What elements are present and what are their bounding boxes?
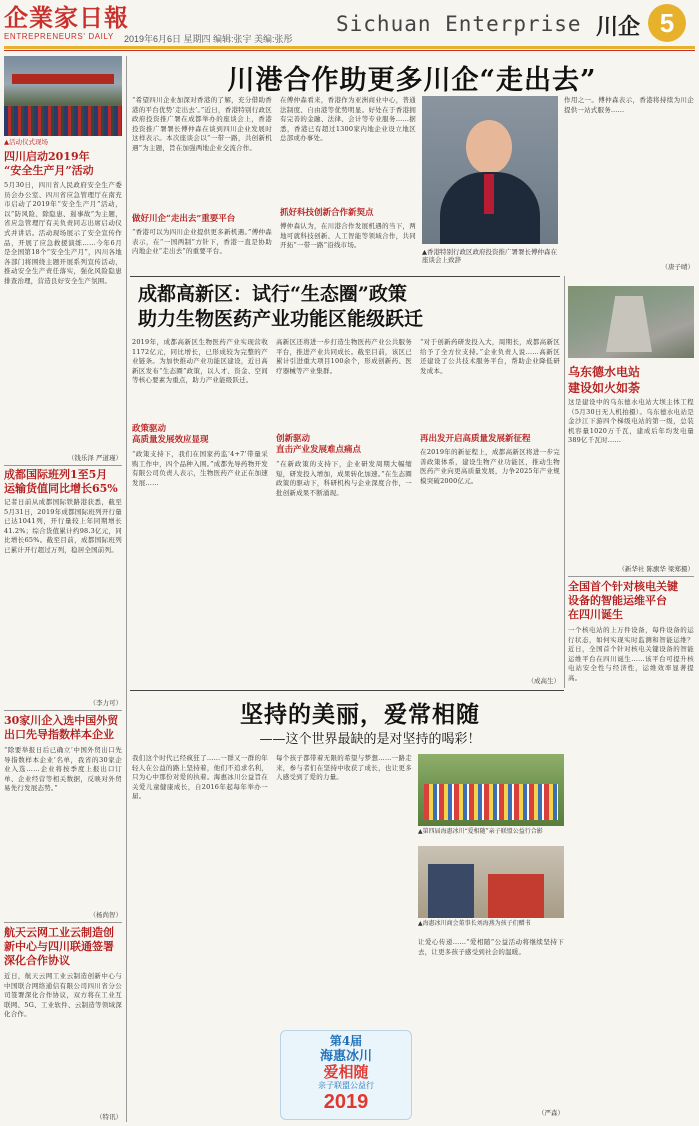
article-title: 四川启动2019年 “安全生产月”活动 <box>4 150 94 177</box>
dam-photo <box>568 286 694 358</box>
badge-sub: 亲子联盟公益行 <box>318 1081 374 1090</box>
headline: 坚持的美丽，爱常相随 <box>240 701 480 728</box>
article-body: “除要举报日后已确立‘中国外贸出口先导指数样本企业’名单，我省的30家企业入选……企业将按季度上报出口订单、企业经营等相关数据，反映对外贸易先行发展态势。” <box>4 746 122 793</box>
article-body: 记者日前从成都国际铁路港获悉，截至5月31日，2019年成都国际班列开行量已达1041列，开行量较上年同期增长41.2%；综合货值累计约98.3亿元，同比增长65%。截至目前，成都国际班列已累计开行超过万列，稳居全国前列。 <box>4 498 122 554</box>
header-rule-thin <box>4 50 695 51</box>
divider <box>4 710 122 711</box>
column-spacer <box>564 690 565 1120</box>
subheading: 做好川企“走出去”重要平台 <box>132 214 236 224</box>
newspaper-logo-en: ENTREPRENEURS' DAILY <box>4 32 114 41</box>
divider <box>4 922 122 923</box>
photo-caption: ▲海惠冰川商会董事长刘海燕为孩子们赠书 <box>418 920 531 927</box>
dam-structure <box>606 296 652 352</box>
event-photo <box>4 56 122 136</box>
subheading: 再出发开启高质量发展新征程 <box>420 434 531 444</box>
badge-edition: 第4届 <box>329 1034 363 1048</box>
speaker-photo <box>422 96 558 244</box>
newspaper-logo: 企業家日報 <box>4 3 129 32</box>
person-figure <box>428 864 474 918</box>
article-body: 我们这个时代已经疯狂了……一群又一群的年轻人在公益的路上坚持着，他们不追求名利，只为心中那份对爱的执着。海惠冰川公益旨在关爱儿童健康成长，自2016年起每年举办一届。 <box>132 754 268 801</box>
event-banner <box>12 74 114 84</box>
article-author: （新华社 陈旗华 梁郑摄） <box>618 565 694 573</box>
badge-slogan: 爱相随 <box>323 1063 369 1081</box>
article-body: 傅仲森认为，在川港合作发展机遇的当下，两地可就科技创新、人工智能等领域合作，共同开拓“一带一路”沿线市场。 <box>280 222 416 250</box>
article-body: “希望四川企业加深对香港的了解，充分借助香港的平台优势‘走出去’。”近日，香港特别行政区政府投资推广署在成都举办的座谈会上，香港投资推广署署长傅仲森在谈到四川企业发展时这样表示。本次座谈会以“一带一路，共创新机遇”为主题，旨在加强两地企业交流合作。 <box>132 96 272 152</box>
badge-brand: 海惠冰川 <box>319 1049 372 1064</box>
article-title: 全国首个针对核电关键 设备的智能运维平台 在四川诞生 <box>568 580 678 621</box>
article-body: 2019年，成都高新区生物医药产业实现营收1172亿元，同比增长，已形成较为完整的产业链条。为加快推动产业功能区建设，近日高新区发布“生态圈”政策，以人才、资金、空间等核心要素为重点，助力产业能级跃迁。 <box>132 338 268 385</box>
divider <box>130 276 560 277</box>
header-rule <box>4 46 695 49</box>
divider <box>568 576 694 577</box>
photo-caption: ▲第四届海惠冰川“爱相随”亲子联盟公益行合影 <box>418 828 543 835</box>
charity-badge <box>280 1030 412 1120</box>
group-people <box>424 784 558 820</box>
divider <box>130 690 564 691</box>
article-body: 一个核电站的上万件设备，每件设备的运行状态，如何实现实时监测和智能运维？近日，全国首个针对核电关键设备的智能运维平台在四川诞生……该平台可提升核电站安全性与经济性，运维效率显著提高。 <box>568 626 694 682</box>
article-author: （唐子晴） <box>661 263 694 271</box>
book-photo <box>418 846 564 918</box>
article-author: （钱乐泽 严道瑾） <box>67 454 122 462</box>
article-body: “对于创新药研发投入大，周期长，成都高新区给予了全方位支持。”企业负责人说……高新区还建设了公共技术服务平台，帮助企业降低研发成本。 <box>420 338 560 375</box>
photo-caption: ▲香港特别行政区政府投资推广署署长傅仲森在座谈会上致辞 <box>422 248 557 264</box>
photo-caption: ▲活动仪式现场 <box>4 138 48 146</box>
article-author: （杨尚智） <box>89 911 122 919</box>
article-body: 高新区还将进一步打造生物医药产业公共服务平台，推进产业共同成长。截至目前，该区已累计引进重大项目100余个，形成创新药、医疗器械等产业集群。 <box>276 338 412 375</box>
speaker-face <box>466 120 512 174</box>
article-body: 作用之一。傅仲森表示，香港将持续为川企提供一站式服务…… <box>564 96 694 114</box>
masthead <box>4 3 129 44</box>
group-photo <box>418 754 564 826</box>
article-title: 30家川企入选中国外贸 出口先导指数样本企业 <box>4 714 119 741</box>
headline: 成都高新区：试行“生态圈”政策 助力生物医药产业功能区能级跃迁 <box>138 283 424 330</box>
dateline: 2019年6月6日 星期四 编辑:张宇 美编:张彤 <box>124 34 293 44</box>
article-body: “政策支持下，我们在国家药监‘4+7’带量采购工作中，四个品种入围。”成都先导药物开发有限公司负责人表示，生物医药产业正在加速发展…… <box>132 450 268 487</box>
article-author: （李力可） <box>89 699 122 707</box>
column-divider <box>126 56 127 1122</box>
subheading: 抓好科技创新合作新契点 <box>280 208 374 218</box>
article-author: （特讯） <box>96 1113 122 1121</box>
article-title: 乌东德水电站 建设如火如荼 <box>568 365 641 395</box>
article-body: “在新政策的支持下，企业研发周期大幅缩短，研发投入增加，成果转化加速。”在生态圈政策的驱动下，科研机构与企业深度合作，一批创新成果不断涌现。 <box>276 460 412 497</box>
divider <box>4 465 122 466</box>
article-body: 在2019年的新征程上，成都高新区将进一步完善政策体系，建设生物产业功能区，推动生物医药产业向更高质量发展，力争2025年产业规模突破2000亿元。 <box>420 448 560 485</box>
subheading: 政策驱动 高质量发展效应显现 <box>132 424 209 445</box>
article-body: 5月30日，四川省人民政府安全生产委员会办公室、四川省应急管理厅在南充市启动了2019年“安全生产月”活动，以“防风险、除隐患、遏事故”为主题，省应急管理厅有关负责同志出席启动仪式并讲话。活动现场展示了安全宣传作品，开展了应急救援演练……今年6月是全国第18个“安全生产月”，四川各地各部门将围绕主题开展系列宣传活动，推动安全生产责任落实，强化风险隐患排查治理，营造良好安全生产氛围。 <box>4 181 122 285</box>
article-body: “香港可以为四川企业提供更多新机遇。”傅仲森表示，在“一国两制”方针下，香港一直是协助内地企业“走出去”的重要平台。 <box>132 228 272 256</box>
headline: 川港合作助更多川企“走出去” <box>227 65 597 96</box>
subheadline: ——这个世界最缺的是对坚持的喝彩！ <box>259 732 481 747</box>
subheading: 创新驱动 直击产业发展难点痛点 <box>276 434 362 455</box>
page-number-badge: 5 <box>648 4 686 42</box>
event-crowd <box>4 106 122 136</box>
speaker-tie <box>484 174 494 214</box>
section-title-en: Sichuan Enterprise <box>336 12 582 36</box>
article-author: （严森） <box>538 1109 564 1117</box>
article-body: 在傅仲森看来，香港作为亚洲商业中心，普通法制度、自由港等优势明显。好处在于香港拥有完善的金融、法律、会计等专业服务……据悉，香港已有超过1300家内地企业设立地区总部或办事处。 <box>280 96 416 143</box>
article-body: 每个孩子都带着无限的希望与梦想……一路走来，参与者们在坚持中收获了成长，也让更多人感受到了爱的力量。 <box>276 754 412 782</box>
article-body: 近日，航天云网工业云制造创新中心与中国联合网络通信有限公司四川省分公司签署深化合作协议，双方将在工业互联网、5G、工业软件、云制造等领域深化合作。 <box>4 972 122 1019</box>
child-figure <box>488 874 544 918</box>
article-title: 航天云网工业云制造创 新中心与四川联通签署 深化合作协议 <box>4 926 114 967</box>
badge-year: 2019 <box>323 1091 369 1113</box>
article-author: （成高生） <box>527 677 560 685</box>
article-body: 这是建设中的乌东德水电站大坝主体工程（5月30日无人机拍摄）。乌东德水电站是金沙江下游四个梯级电站的第一级，总装机容量1020万千瓦，建成后年均发电量389亿千瓦时…… <box>568 398 694 445</box>
section-title-cn: 川企 <box>596 14 641 40</box>
column-divider <box>564 276 565 688</box>
article-title: 成都国际班列1至5月 运输货值同比增长65% <box>4 468 118 495</box>
article-body: 让爱心传递……“爱相随”公益活动将继续坚持下去，让更多孩子感受到社会的温暖。 <box>418 938 564 956</box>
